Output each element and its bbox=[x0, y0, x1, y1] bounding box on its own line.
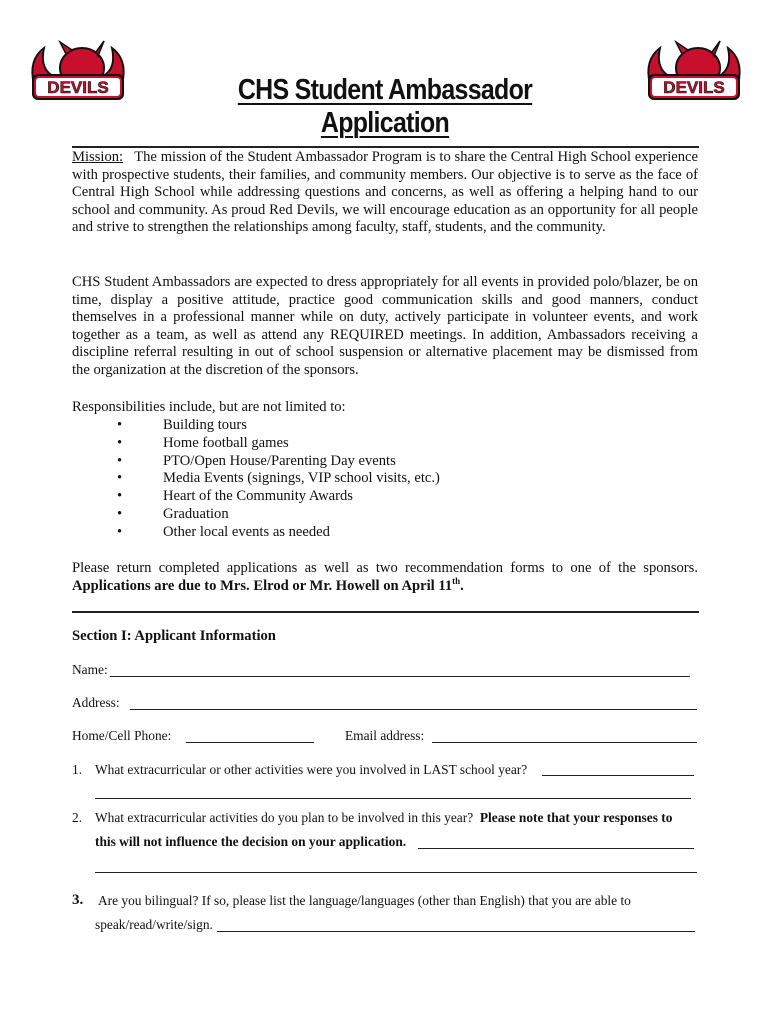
list-item: • Home football games bbox=[72, 435, 440, 453]
responsibilities-intro: Responsibilities include, but are not limited to: bbox=[72, 399, 346, 415]
question-1-number: 1. bbox=[72, 762, 83, 777]
responsibilities-list bbox=[72, 417, 440, 542]
logo-text: DEVILS bbox=[663, 78, 725, 97]
name-label: Name: bbox=[72, 662, 108, 677]
mission-paragraph bbox=[72, 149, 698, 237]
name-field[interactable] bbox=[110, 676, 690, 677]
question-1-text: What extracurricular or other activities were you involved in LAST school year? bbox=[95, 762, 528, 777]
list-item: • PTO/Open House/Parenting Day events bbox=[72, 453, 440, 471]
list-item: • Graduation bbox=[72, 506, 440, 524]
section-divider bbox=[72, 611, 699, 613]
expectations-paragraph: CHS Student Ambassadors are expected to dress appropriately for all events in provided polo/blazer, be on time, display a positive attitude, practice good communication skills and good manners, conduct themselves in a professional manner while on duty, actively participate in volunteer events, and work together as a team, as well as attend any REQUIRED meetings. In addition, Ambassadors receiving a discipline referral resulting in out of school suspension or alternative placement may be dismissed from the organization at the discretion of the sponsors. bbox=[72, 274, 698, 378]
devils-logo-left bbox=[26, 40, 130, 110]
return-instructions bbox=[72, 560, 698, 595]
mission-label: Mission: bbox=[72, 149, 124, 165]
list-item: • Building tours bbox=[72, 417, 440, 435]
question-2-number: 2. bbox=[72, 810, 83, 825]
question-1-field-a[interactable] bbox=[542, 775, 694, 776]
list-item: • Other local events as needed bbox=[72, 524, 440, 542]
logo-text: DEVILS bbox=[47, 78, 109, 97]
return-text: Please return completed applications as well as two recommendation forms to one of the sponsors. bbox=[72, 560, 698, 576]
section-heading: Section I: Applicant Information bbox=[72, 628, 276, 644]
phone-field[interactable] bbox=[186, 742, 314, 743]
email-label: Email address: bbox=[345, 728, 425, 743]
email-field[interactable] bbox=[432, 742, 697, 743]
phone-label: Home/Cell Phone: bbox=[72, 728, 172, 743]
question-2-line-1: What extracurricular activities do you plan to be involved in this year? Please note that your responses to bbox=[95, 810, 673, 825]
question-2-line-2: this will not influence the decision on your application. bbox=[95, 834, 407, 849]
address-field[interactable] bbox=[130, 709, 697, 710]
page-title: CHS Student Ambassador Application bbox=[237, 74, 533, 139]
question-1-field-b[interactable] bbox=[95, 798, 691, 799]
list-item: • Media Events (signings, VIP school visits, etc.) bbox=[72, 470, 440, 488]
question-3-text: Are you bilingual? If so, please list the language/languages (other than English) that you are able to bbox=[98, 893, 631, 908]
question-3-line-2: speak/read/write/sign. bbox=[95, 917, 213, 932]
address-label: Address: bbox=[72, 695, 120, 710]
question-2-field-b[interactable] bbox=[95, 872, 697, 873]
devils-logo-right bbox=[642, 40, 746, 110]
mission-text: The mission of the Student Ambassador Program is to share the Central High School experience with prospective students, their families, and community members. Our objective is to serve as the face of Central High School while addressing questions and concerns, as well as offering a helping hand to our school and community. As proud Red Devils, we will encourage education as an opportunity for all people and strive to strengthen the relationships among faculty, staff, students, and the community. bbox=[72, 149, 698, 236]
question-3-field[interactable] bbox=[217, 931, 695, 932]
header-divider bbox=[72, 146, 699, 148]
due-date-text: Applications are due to Mrs. Elrod or Mr. Howell on April 11th. bbox=[72, 575, 464, 594]
question-2-field-a[interactable] bbox=[418, 848, 694, 849]
list-item: • Heart of the Community Awards bbox=[72, 488, 440, 506]
question-3-number: 3. bbox=[72, 892, 84, 908]
